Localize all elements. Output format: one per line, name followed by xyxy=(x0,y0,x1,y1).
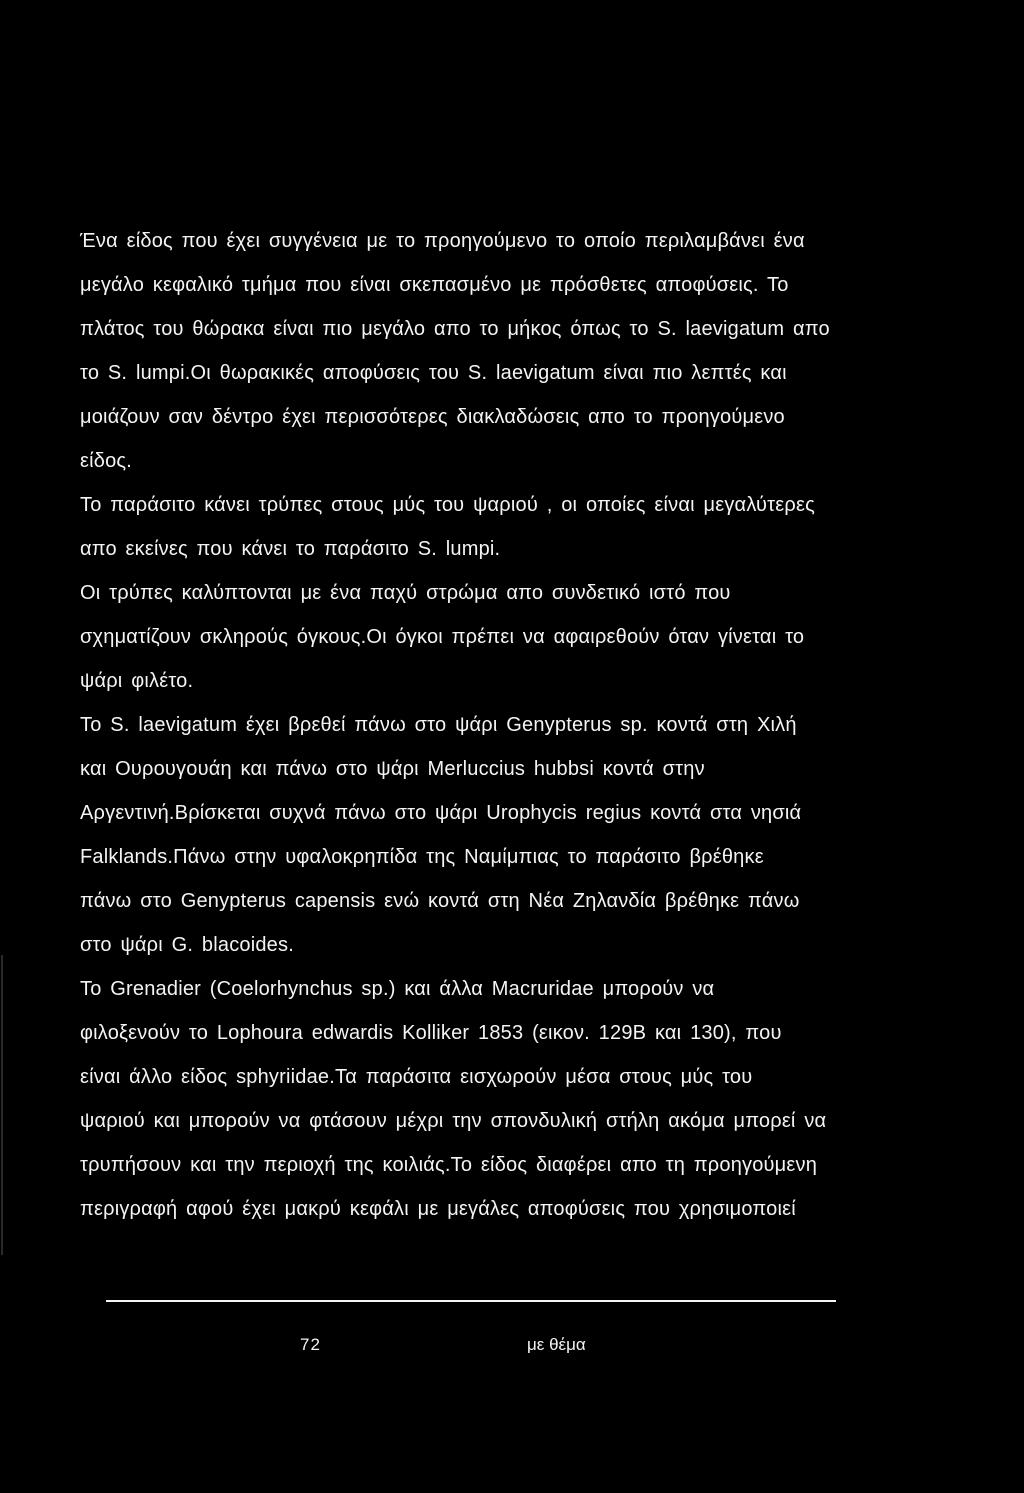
text-line: στο ψάρι G. blacoides. xyxy=(80,934,294,956)
text-line: σχηματίζουν σκληρούς όγκους.Οι όγκοι πρέπει να αφαιρεθούν όταν γίνεται το xyxy=(80,626,805,648)
text-line: περιγραφή αφού έχει μακρύ κεφάλι με μεγάλες αποφύσεις που χρησιμοποιεί xyxy=(80,1198,796,1220)
footnote-divider xyxy=(106,1300,836,1302)
text-line: απο εκείνες που κάνει το παράσιτο S. lumpi. xyxy=(80,538,501,560)
text-line: το S. lumpi.Οι θωρακικές αποφύσεις του S. laevigatum είναι πιο λεπτές και xyxy=(80,362,787,384)
footnote-text: με θέμα xyxy=(527,1335,586,1354)
footnote-marker: 72 xyxy=(300,1335,321,1354)
text-line: Οι τρύπες καλύπτονται με ένα παχύ στρώμα απο συνδετικό ιστό που xyxy=(80,582,731,604)
text-line: πλάτος του θώρακα είναι πιο μεγάλο απο το μήκος όπως το S. laevigatum απο xyxy=(80,318,830,340)
text-line: είναι άλλο είδος sphyriidae.Τα παράσιτα εισχωρούν μέσα στους μύς του xyxy=(80,1066,753,1088)
text-line: και Ουρουγουάη και πάνω στο ψάρι Merluccius hubbsi κοντά στην xyxy=(80,758,705,780)
text-line: ψάρι φιλέτο. xyxy=(80,670,194,692)
text-line: τρυπήσουν και την περιοχή της κοιλιάς.Το είδος διαφέρει απο τη προηγούμενη xyxy=(80,1154,818,1176)
text-line: Το παράσιτο κάνει τρύπες στους μύς του ψαριού , οι οποίες είναι μεγαλύτερες xyxy=(80,494,815,516)
text-line: ψαριού και μπορούν να φτάσουν μέχρι την σπονδυλική στήλη ακόμα μπορεί να xyxy=(80,1110,827,1132)
text-line: Το Grenadier (Coelorhynchus sp.) και άλλα Macruridae μπορούν να xyxy=(80,978,715,1000)
text-line: Ένα είδος που έχει συγγένεια με το προηγούμενο το οποίο περιλαμβάνει ένα xyxy=(80,230,805,252)
text-line: Αργεντινή.Βρίσκεται συχνά πάνω στο ψάρι Urophycis regius κοντά στα νησιά xyxy=(80,802,802,824)
text-line: μεγάλο κεφαλικό τμήμα που είναι σκεπασμένο με πρόσθετες αποφύσεις. Το xyxy=(80,274,789,296)
text-line: Το S. laevigatum έχει βρεθεί πάνω στο ψάρι Genypterus sp. κοντά στη Χιλή xyxy=(80,714,797,736)
text-line: μοιάζουν σαν δέντρο έχει περισσότερες διακλαδώσεις απο το προηγούμενο xyxy=(80,406,785,428)
text-line: είδος. xyxy=(80,450,133,472)
text-line: πάνω στο Genypterus capensis ενώ κοντά στη Νέα Ζηλανδία βρέθηκε πάνω xyxy=(80,890,800,912)
text-line: φιλοξενούν το Lophoura edwardis Kolliker 1853 (εικον. 129Β και 130), που xyxy=(80,1022,782,1044)
text-line: Falklands.Πάνω στην υφαλοκρηπίδα της Ναμίμπιας το παράσιτο βρέθηκε xyxy=(80,846,764,868)
page-edge-mark xyxy=(1,955,3,1255)
